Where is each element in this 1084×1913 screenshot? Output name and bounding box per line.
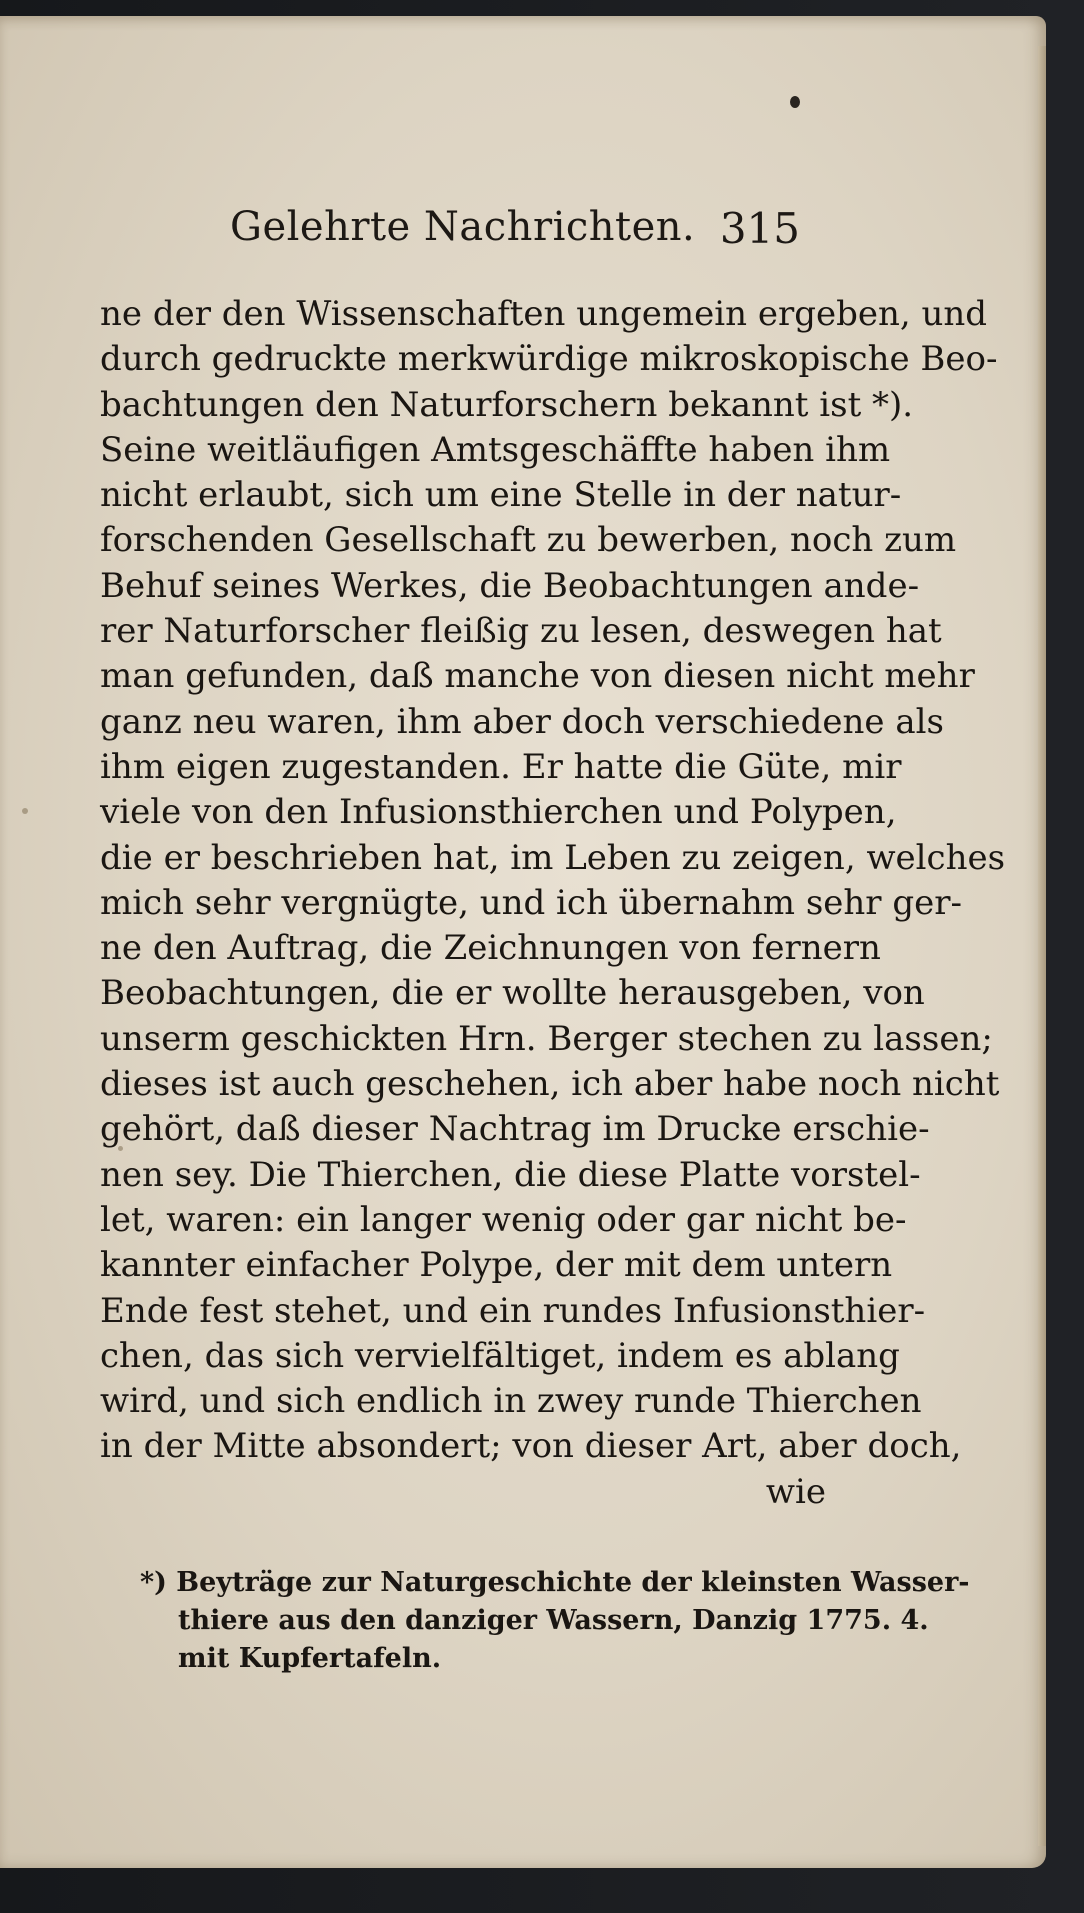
text-line: viele von den Infusionsthierchen und Polypen, bbox=[100, 792, 897, 833]
text-line: kannter einfacher Polype, der mit dem untern bbox=[100, 1245, 893, 1286]
text-line: ihm eigen zugestanden. Er hatte die Güte, mir bbox=[100, 746, 902, 787]
text-line: bachtungen den Naturforschern bekannt ist *). bbox=[100, 384, 914, 425]
paper-speck bbox=[22, 808, 28, 814]
text-line: ne der den Wissenschaften ungemein ergeben, und bbox=[100, 294, 988, 334]
text-line: man gefunden, daß manche von diesen nicht mehr bbox=[100, 656, 975, 697]
text-line: nen sey. Die Thierchen, die diese Platte vorstel- bbox=[100, 1154, 921, 1195]
page-edge bbox=[1038, 46, 1046, 1846]
text-line: ne den Auftrag, die Zeichnungen von fernern bbox=[100, 928, 881, 969]
ink-dot bbox=[790, 96, 800, 108]
text-line: gehört, daß dieser Nachtrag im Drucke erschie- bbox=[100, 1109, 930, 1150]
catchword: wie bbox=[765, 1471, 826, 1512]
footnote-line: *) Beyträge zur Naturgeschichte der kleinsten Wasser- bbox=[140, 1567, 970, 1598]
text-line: wird, und sich endlich in zwey runde Thierchen bbox=[100, 1381, 922, 1422]
text-line: chen, das sich vervielfältiget, indem es ablang bbox=[100, 1335, 900, 1376]
running-head-title: Gelehrte Nachrichten. bbox=[230, 204, 696, 250]
text-line: let, waren: ein langer wenig oder gar nicht be- bbox=[100, 1199, 907, 1240]
text-line: Behuf seines Werkes, die Beobachtungen ande- bbox=[100, 565, 920, 606]
text-line: in der Mitte absondert; von dieser Art, aber doch, bbox=[100, 1426, 962, 1467]
text-line: durch gedruckte merkwürdige mikroskopische Beo- bbox=[100, 339, 998, 380]
text-line: die er beschrieben hat, im Leben zu zeigen, welches bbox=[100, 837, 1006, 878]
footnote-line: thiere aus den danziger Wassern, Danzig 1775. 4. bbox=[178, 1605, 929, 1636]
footnote-line: mit Kupfertafeln. bbox=[178, 1643, 442, 1674]
body-text bbox=[100, 292, 1006, 1515]
running-head bbox=[230, 204, 820, 264]
text-line: rer Naturforscher fleißig zu lesen, deswegen hat bbox=[100, 611, 942, 652]
footnote bbox=[140, 1564, 970, 1678]
page-number: 315 bbox=[719, 204, 800, 253]
text-line: dieses ist auch geschehen, ich aber habe noch nicht bbox=[100, 1064, 1000, 1105]
text-line: Seine weitläufigen Amtsgeschäffte haben ihm bbox=[100, 429, 891, 470]
text-line: nicht erlaubt, sich um eine Stelle in der natur- bbox=[100, 475, 902, 516]
text-line: unserm geschickten Hrn. Berger stechen zu lassen; bbox=[100, 1018, 993, 1059]
text-line: ganz neu waren, ihm aber doch verschiedene als bbox=[100, 701, 944, 742]
text-line: mich sehr vergnügte, und ich übernahm sehr ger- bbox=[100, 882, 962, 923]
text-line: Ende fest stehet, und ein rundes Infusionsthier- bbox=[100, 1290, 926, 1331]
book-page bbox=[0, 16, 1046, 1868]
text-line: forschenden Gesellschaft zu bewerben, noch zum bbox=[100, 520, 957, 561]
text-line: Beobachtungen, die er wollte herausgeben, von bbox=[100, 973, 925, 1014]
